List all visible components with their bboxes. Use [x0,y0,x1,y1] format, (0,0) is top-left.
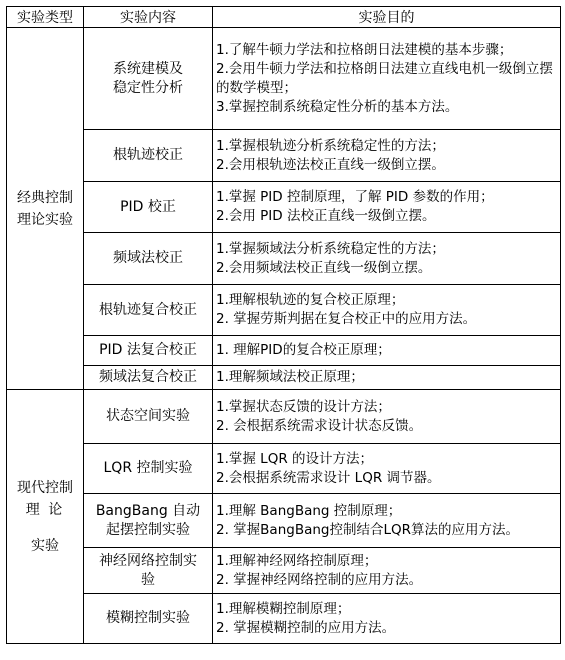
content-cell [84,233,213,285]
purpose-line: 1.掌握根轨迹分析系统稳定性的方法； [216,137,445,154]
purpose-cell [213,548,561,594]
category-line: 经典控制 [17,189,73,206]
purpose-line: 1.理解 BangBang 控制原理； [216,502,402,519]
purpose-line: 1.掌握状态反馈的设计方法； [216,398,391,415]
category-cell [7,390,84,644]
table-row [7,233,561,285]
content-cell [84,182,213,233]
content-line: 神经网络控制实 [99,552,197,569]
purpose-line: 2.会用 PID 法校正直线一级倒立摆。 [216,208,436,224]
table-row [7,548,561,594]
table-row [7,336,561,366]
category-line [7,521,83,535]
category-line: 现代控制 [17,479,73,496]
table-row [7,28,561,130]
purpose-line: 2.会用根轨迹法校正直线一级倒立摆。 [216,156,445,173]
category-line: 理论实验 [17,211,73,228]
content-cell [84,285,213,336]
table-row [7,182,561,233]
purpose-cell [213,366,561,390]
content-line: BangBang 自动 [95,502,201,519]
category-cell [7,28,84,390]
purpose-line: 1.了解牛顿力学法和拉格朗日法建模的基本步骤； [216,41,513,58]
purpose-line: 2. 掌握神经网络控制的应用方法。 [216,571,423,588]
header-type: 实验类型 [7,7,84,28]
content-line: PID 校正 [120,198,176,215]
header-content: 实验内容 [84,7,213,28]
purpose-line: 2. 掌握劳斯判据在复合校正中的应用方法。 [216,311,477,327]
table-row [7,285,561,336]
experiment-table [6,6,561,644]
purpose-cell [213,594,561,644]
purpose-line: 2.会用频域法校正直线一级倒立摆。 [216,259,432,276]
category-line: 实验 [31,537,59,554]
purpose-line: 1.掌握 PID 控制原理，了解 PID 参数的作用； [216,189,494,205]
content-line: 起摆控制实验 [106,521,190,538]
content-cell [84,390,213,444]
purpose-cell [213,28,561,130]
purpose-cell [213,233,561,285]
table-row [7,444,561,494]
purpose-cell [213,130,561,182]
purpose-cell [213,285,561,336]
purpose-cell [213,390,561,444]
purpose-line: 1.理解模糊控制原理； [216,600,351,617]
purpose-cell [213,494,561,548]
purpose-line: 1.理解根轨迹的复合校正原理； [216,292,405,308]
content-cell [84,444,213,494]
content-cell [84,594,213,644]
purpose-line: 2.会根据系统需求设计 LQR 调节器。 [216,469,441,486]
purpose-line: 1.理解神经网络控制原理； [216,552,378,569]
content-line: 频域法复合校正 [99,369,197,385]
purpose-line: 1. 理解PID的复合校正原理； [216,342,391,358]
content-cell [84,494,213,548]
purpose-line: 1.掌握 LQR 的设计方法； [216,450,373,467]
content-line: 频域法校正 [113,250,183,266]
content-cell [84,336,213,366]
purpose-line: 2. 掌握模糊控制的应用方法。 [216,619,396,636]
purpose-line: 2. 会根据系统需求设计状态反馈。 [216,417,423,434]
content-line: 稳定性分析 [113,79,183,96]
purpose-line: 2.会用牛顿力学法和拉格朗日法建立直线电机一级倒立摆的数学模型； [216,60,553,96]
content-line: 状态空间实验 [106,408,190,424]
header-row [7,7,561,28]
table-row [7,366,561,390]
purpose-cell [213,444,561,494]
purpose-line: 1.理解频域法校正原理； [216,369,364,385]
purpose-line: 2. 掌握BangBang控制结合LQR算法的应用方法。 [216,521,520,538]
table-row [7,390,561,444]
purpose-line: 1.掌握频域法分析系统稳定性的方法； [216,240,445,257]
content-cell [84,548,213,594]
header-purpose: 实验目的 [213,7,561,28]
content-line: LQR 控制实验 [103,460,193,476]
table-row [7,594,561,644]
content-line: 系统建模及 [113,60,183,77]
content-line: 根轨迹校正 [113,147,183,163]
content-cell [84,130,213,182]
content-cell [84,366,213,390]
content-line: 验 [141,571,155,588]
content-line: 根轨迹复合校正 [99,301,197,318]
content-line: PID 法复合校正 [99,342,197,358]
table-row [7,130,561,182]
table-row [7,494,561,548]
category-line: 理 论 [25,501,65,518]
purpose-line: 3.掌握控制系统稳定性分析的基本方法。 [216,98,459,115]
content-line: 模糊控制实验 [106,610,190,626]
purpose-cell [213,336,561,366]
content-cell [84,28,213,130]
purpose-cell [213,182,561,233]
